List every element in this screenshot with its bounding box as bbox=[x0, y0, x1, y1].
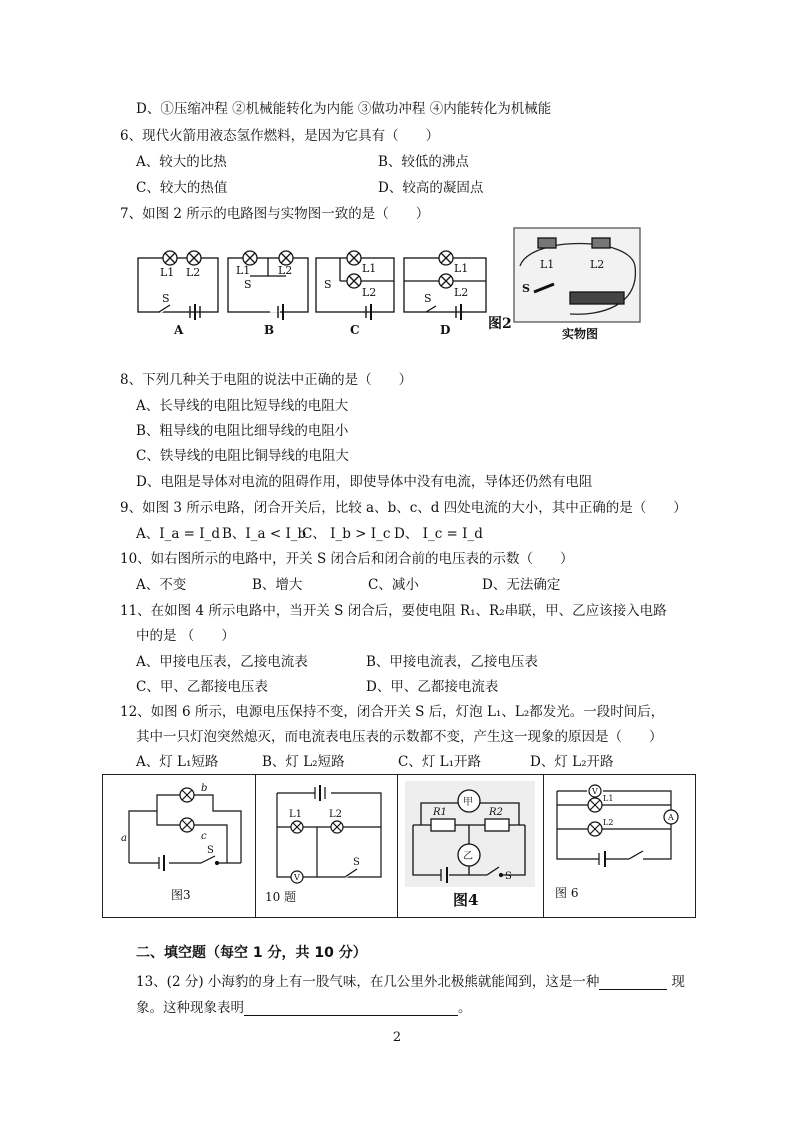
q9-option-d: D、 I_c = I_d bbox=[394, 526, 483, 542]
divider bbox=[397, 775, 398, 917]
q9-option-c: C、 I_b > I_c bbox=[302, 526, 391, 542]
q13-text-1b: 现 bbox=[671, 974, 685, 990]
switch-s-label: S bbox=[207, 845, 214, 856]
q13-text-2a: 象。这种现象表明 bbox=[136, 1000, 244, 1016]
q9-option-b: B、I_a < I_b bbox=[222, 526, 307, 542]
figure-6-label: 图 6 bbox=[555, 886, 579, 900]
q12-stem-line2: 其中一只灯泡突然熄灭，而电流表电压表的示数都不变，产生这一现象的原因是（ ） bbox=[136, 729, 663, 745]
circuit-a-label: A bbox=[174, 323, 184, 337]
q13-text-1a: 13、(2 分) 小海豹的身上有一股气味，在几公里外北极熊就能闻到，这是一种 bbox=[136, 974, 600, 990]
point-b-label: b bbox=[201, 783, 208, 794]
figure-6-circuit bbox=[547, 779, 691, 911]
figure-2-circuits bbox=[130, 226, 650, 344]
q6-option-b: B、较低的沸点 bbox=[378, 154, 469, 170]
circuit-d-label: D bbox=[440, 323, 451, 337]
meter-yi-label: 乙 bbox=[463, 851, 473, 862]
label-l1: L1 bbox=[236, 264, 251, 277]
q8-option-b: B、粗导线的电阻比细导线的电阻小 bbox=[136, 423, 349, 439]
resistor-r2-label: R2 bbox=[489, 807, 503, 818]
label-s: S bbox=[244, 278, 252, 291]
figure-2-label: 图2 bbox=[488, 316, 512, 332]
photo-label-l2: L2 bbox=[590, 258, 605, 271]
divider bbox=[543, 775, 544, 917]
q8-stem: 8、下列几种关于电阻的说法中正确的是（ ） bbox=[120, 372, 413, 388]
q13-blank-2[interactable] bbox=[244, 1001, 458, 1016]
switch-s-label: S bbox=[353, 857, 360, 868]
switch-s-label: S bbox=[505, 871, 512, 882]
q10-stem: 10、如右图所示的电路中，开关 S 闭合后和闭合前的电压表的示数（ ） bbox=[120, 551, 574, 567]
photo-label: 实物图 bbox=[562, 327, 599, 341]
q11-stem-line2: 中的是 （ ） bbox=[136, 628, 235, 644]
q8-option-a: A、长导线的电阻比短导线的电阻大 bbox=[136, 398, 349, 414]
label-s: S bbox=[162, 292, 170, 305]
label-l2: L2 bbox=[186, 266, 201, 279]
lamp-l1-label: L1 bbox=[603, 794, 614, 803]
lamp-l1-label: L1 bbox=[289, 809, 303, 820]
q13-line2 bbox=[136, 996, 472, 1016]
label-l2: L2 bbox=[362, 286, 377, 299]
q5-option-d: D、①压缩冲程 ②机械能转化为内能 ③做功冲程 ④内能转化为机械能 bbox=[136, 101, 552, 117]
figure-10-label: 10 题 bbox=[265, 890, 297, 904]
figures-frame bbox=[102, 774, 696, 918]
voltmeter-v-label: V bbox=[592, 787, 598, 796]
photo-label-s: S bbox=[522, 282, 530, 295]
q13-line1 bbox=[136, 970, 685, 990]
photo-label-l1: L1 bbox=[540, 258, 555, 271]
label-l1: L1 bbox=[160, 266, 175, 279]
q9-option-a: A、I_a = I_d bbox=[136, 526, 220, 542]
lamp-l2-label: L2 bbox=[329, 809, 343, 820]
resistor-r1-label: R1 bbox=[433, 807, 447, 818]
q6-option-d: D、较高的凝固点 bbox=[378, 180, 484, 196]
section-2-title: 二、填空题（每空 1 分，共 10 分） bbox=[136, 945, 367, 961]
label-l2: L2 bbox=[278, 264, 293, 277]
figure-4-circuit bbox=[401, 779, 539, 913]
page-number: 2 bbox=[392, 1030, 402, 1045]
label-l1: L1 bbox=[362, 262, 377, 275]
q9-stem: 9、如图 3 所示电路，闭合开关后，比较 a、b、c、d 四处电流的大小，其中正确的是（ ） bbox=[120, 500, 687, 516]
q7-stem: 7、如图 2 所示的电路图与实物图一致的是（ ） bbox=[120, 206, 430, 222]
meter-jia-label: 甲 bbox=[463, 797, 473, 808]
point-c-label: c bbox=[201, 831, 207, 842]
q6-option-c: C、较大的热值 bbox=[136, 180, 228, 196]
q11-option-d: D、甲、乙都接电流表 bbox=[366, 679, 499, 695]
label-l2: L2 bbox=[454, 286, 469, 299]
point-a-label: a bbox=[121, 833, 127, 844]
q12-stem-line1: 12、如图 6 所示，电源电压保持不变，闭合开关 S 后，灯泡 L₁、L₂都发光。一段时间后， bbox=[120, 704, 665, 720]
label-l1: L1 bbox=[454, 262, 469, 275]
lamp-l2-label: L2 bbox=[603, 818, 614, 827]
q8-option-c: C、铁导线的电阻比铜导线的电阻大 bbox=[136, 448, 349, 464]
voltmeter-v-label: V bbox=[294, 873, 300, 882]
circuit-c-label: C bbox=[350, 323, 360, 337]
q6-stem: 6、现代火箭用液态氢作燃料，是因为它具有（ ） bbox=[120, 128, 440, 144]
q11-stem-line1: 11、在如图 4 所示电路中，当开关 S 闭合后，要使电阻 R₁、R₂串联，甲、乙应该接入电路 bbox=[120, 603, 667, 619]
q11-option-c: C、甲、乙都接电压表 bbox=[136, 679, 268, 695]
q10-option-a: A、不变 bbox=[136, 577, 187, 593]
q11-option-a: A、甲接电压表，乙接电流表 bbox=[136, 654, 308, 670]
label-s: S bbox=[324, 278, 332, 291]
q10-option-c: C、减小 bbox=[368, 577, 419, 593]
label-s: S bbox=[424, 292, 432, 305]
q13-blank-1[interactable] bbox=[599, 975, 667, 990]
q10-option-b: B、增大 bbox=[252, 577, 303, 593]
figure-3-circuit bbox=[117, 781, 247, 911]
q12-option-a: A、灯 L₁短路 bbox=[136, 754, 219, 770]
ammeter-a-label: A bbox=[668, 813, 674, 822]
q13-text-2b: 。 bbox=[458, 1000, 472, 1016]
figure-4-label: 图4 bbox=[453, 891, 479, 909]
q11-option-b: B、甲接电流表，乙接电压表 bbox=[366, 654, 538, 670]
circuit-b-label: B bbox=[264, 323, 275, 337]
q12-option-d: D、灯 L₂开路 bbox=[530, 754, 614, 770]
q12-option-c: C、灯 L₁开路 bbox=[398, 754, 481, 770]
divider bbox=[255, 775, 256, 917]
figure-10-circuit bbox=[261, 781, 393, 911]
q8-option-d: D、电阻是导体对电流的阻碍作用，即使导体中没有电流，导体还仍然有电阻 bbox=[136, 474, 593, 490]
q6-option-a: A、较大的比热 bbox=[136, 154, 227, 170]
figure-3-label: 图3 bbox=[171, 888, 191, 902]
q10-option-d: D、无法确定 bbox=[482, 577, 561, 593]
q12-option-b: B、灯 L₂短路 bbox=[262, 754, 345, 770]
